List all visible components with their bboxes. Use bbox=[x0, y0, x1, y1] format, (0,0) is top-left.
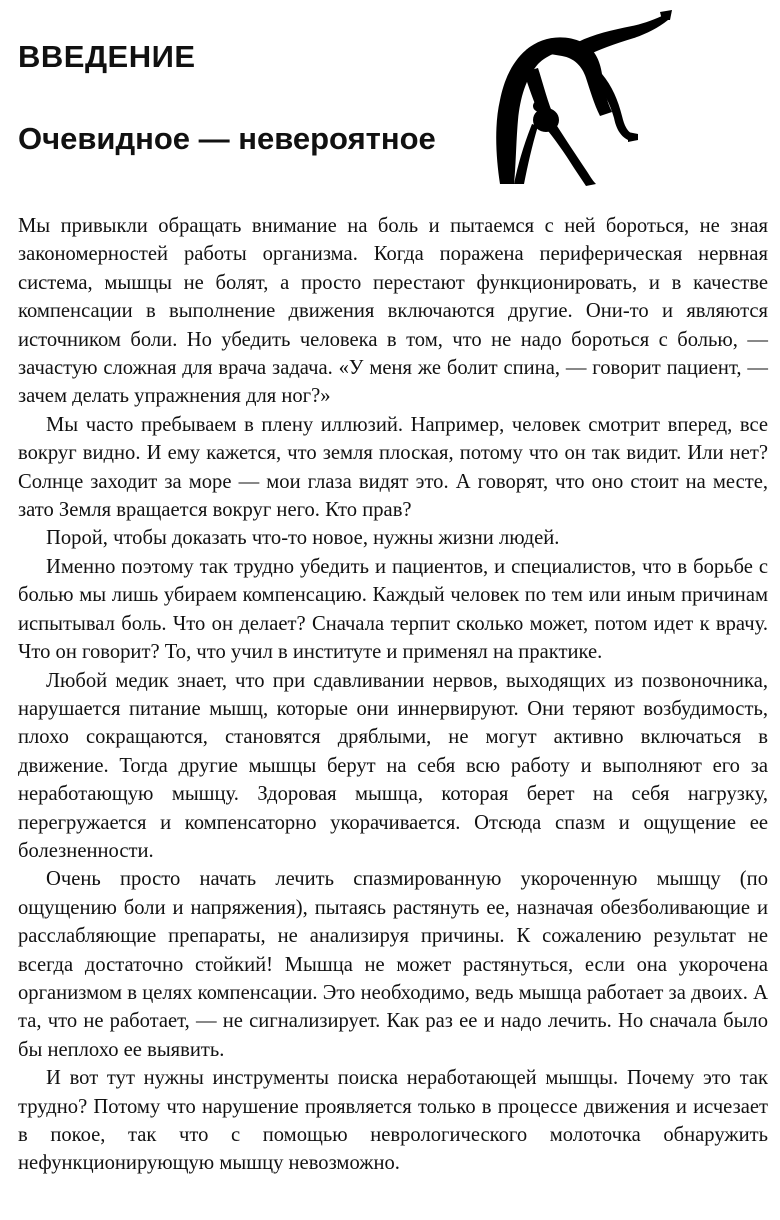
body-text bbox=[18, 212, 768, 1178]
paragraph: И вот тут нужны инструменты поиска неработающей мышцы. Почему это так трудно? Потому что нарушение проявляется только в процессе движения и исчезает в покое, так что с помощью неврологического молоточка обнаружить нефункционирующую мышцу невозможно. bbox=[18, 1067, 768, 1175]
paragraph: Именно поэтому так трудно убедить и пациентов, и специалистов, что в борьбе с болью мы лишь убираем компенсацию. Каждый человек по тем или иным причинам испытывал боль. Что он делает? Сначала терпит сколько может, потом идет к врачу. Что он говорит? То, что учил в институте и применял на практике. bbox=[18, 555, 768, 664]
chapter-title: Очевидное — невероятное bbox=[18, 121, 436, 156]
gymnast-backbend-silhouette-icon bbox=[482, 8, 672, 188]
paragraph: Мы часто пребываем в плену иллюзий. Например, человек смотрит вперед, все вокруг видно. И ему кажется, что земля плоская, потому что он так видит. Или нет? Солнце заходит за море — мои глаза видят это. А говорят, что оно стоит на месте, зато Земля вращается вокруг него. Кто прав? bbox=[18, 413, 768, 522]
paragraph: Порой, чтобы доказать что-то новое, нужны жизни людей. bbox=[46, 527, 560, 550]
paragraph: Мы привыкли обращать внимание на боль и пытаемся с ней бороться, не зная закономерностей работы организма. Когда поражена периферическая нервная система, мышцы не болят, а просто перестают функционировать, и в качестве компенсации в выполнение движения включаются другие. Они-то и являются источником боли. Но убедить человека в том, что не надо бороться с болью, — зачастую сложная для врача задача. «У меня же болит спина, — говорит пациент, — зачем делать упражнения для ног?» bbox=[18, 215, 768, 408]
paragraph: Очень просто начать лечить спазмированную укороченную мышцу (по ощущению боли и напряжения), пытаясь растянуть ее, назначая обезболивающие и расслабляющие препараты, не анализируя причины. К сожалению результат не всегда достаточно стойкий! Мышца не может растянуться, если она укорочена организмом в целях компенсации. Это необходимо, ведь мышца работает за двоих. А та, что не работает, — не сигнализирует. Как раз ее и надо лечить. Но сначала было бы неплохо ее выявить. bbox=[18, 868, 768, 1061]
paragraph: Любой медик знает, что при сдавливании нервов, выходящих из позвоночника, нарушается питание мышц, которые они иннервируют. Они теряют возбудимость, плохо сокращаются, становятся дряблыми, не могут активно включаться в движение. Тогда другие мышцы берут на себя всю работу и выполняют его за неработающую мышцу. Здоровая мышца, которая берет на себя нагрузку, перегружается и компенсаторно укорачивается. Отсюда спазм и ощущение ее болезненности. bbox=[18, 669, 768, 862]
section-label: ВВЕДЕНИЕ bbox=[18, 39, 196, 74]
